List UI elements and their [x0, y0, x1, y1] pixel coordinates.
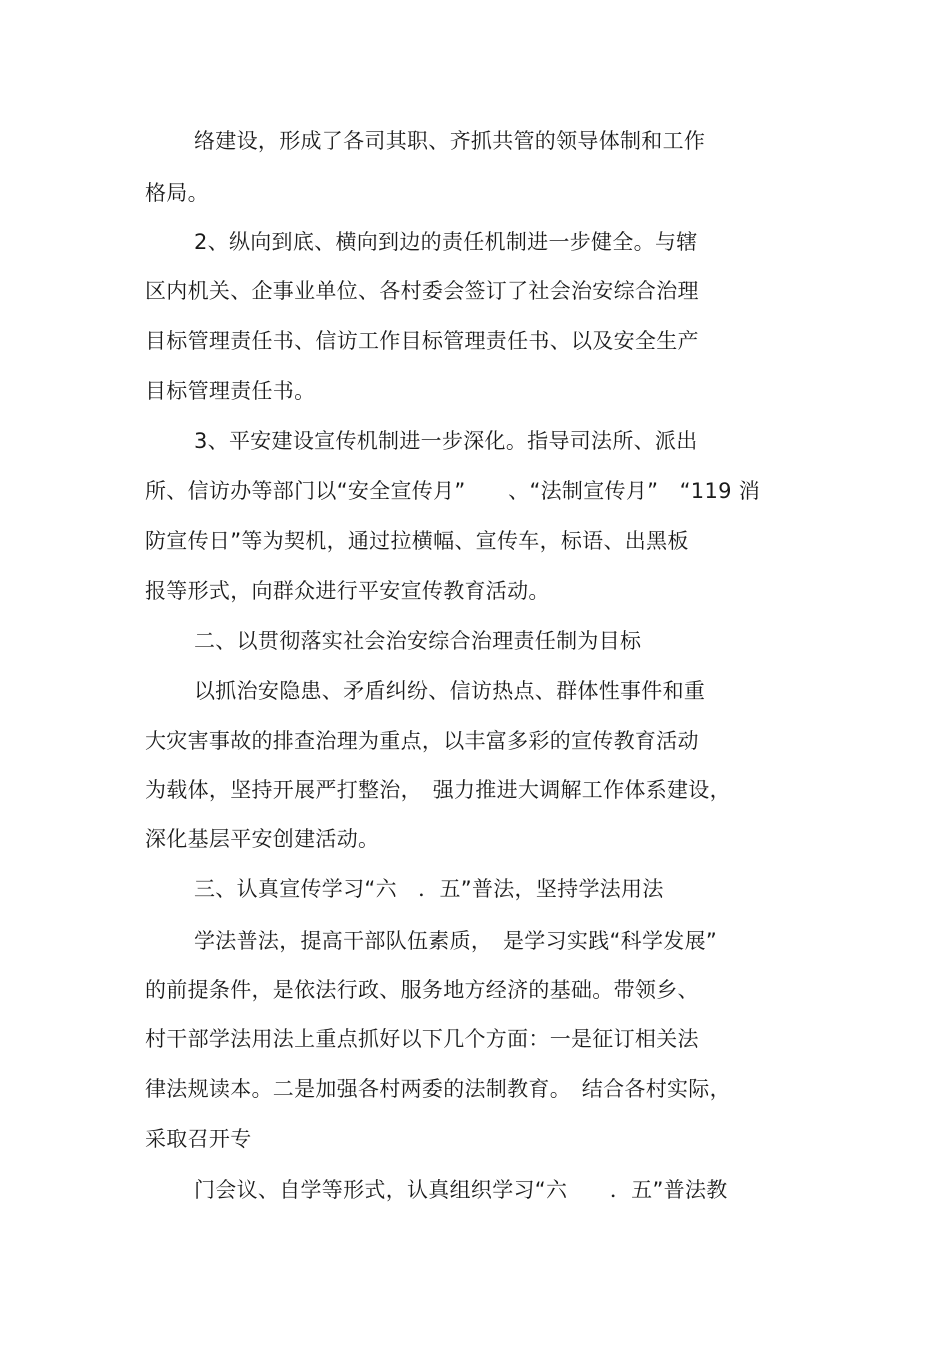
text-line: 3、平安建设宣传机制进一步深化。指导司法所、派出: [194, 429, 698, 453]
section-heading: 三、认真宣传学习“六 ．五”普法，坚持学法用法: [194, 877, 664, 901]
text-line: 以抓治安隐患、矛盾纠纷、信访热点、群体性事件和重: [194, 679, 706, 703]
text-line: 门会议、自学等形式，认真组织学习“六 ．五”普法教: [194, 1178, 728, 1202]
text-line: 防宣传日”等为契机，通过拉横幅、宣传车，标语、出黑板: [145, 529, 689, 553]
text-line: 律法规读本。二是加强各村两委的法制教育。 结合各村实际，: [145, 1077, 731, 1101]
text-line: 2、纵向到底、横向到边的责任机制进一步健全。与辖: [194, 230, 698, 254]
text-line: 为载体，坚持开展严打整治， 强力推进大调解工作体系建设，: [145, 778, 731, 802]
text-line: 大灾害事故的排查治理为重点，以丰富多彩的宣传教育活动: [145, 729, 699, 753]
text-line: 区内机关、企事业单位、各村委会签订了社会治安综合治理: [145, 279, 699, 303]
text-line: 格局。: [145, 181, 209, 205]
text-line: 深化基层平安创建活动。: [145, 827, 380, 851]
text-line: 学法普法，提高干部队伍素质， 是学习实践“科学发展”: [194, 929, 718, 953]
text-line: 所、信访办等部门以“安全宣传月” 、“法制宣传月” “119 消: [145, 479, 761, 503]
text-line: 报等形式，向群众进行平安宣传教育活动。: [145, 579, 550, 603]
text-line: 村干部学法用法上重点抓好以下几个方面：一是征订相关法: [145, 1027, 699, 1051]
text-line: 的前提条件，是依法行政、服务地方经济的基础。带领乡、: [145, 978, 699, 1002]
text-line: 目标管理责任书、信访工作目标管理责任书、以及安全生产: [145, 329, 699, 353]
text-line: 络建设，形成了各司其职、齐抓共管的领导体制和工作: [194, 129, 706, 153]
text-line: 采取召开专: [145, 1127, 252, 1151]
text-line: 目标管理责任书。: [145, 379, 316, 403]
section-heading: 二、以贯彻落实社会治安综合治理责任制为目标: [194, 629, 642, 653]
